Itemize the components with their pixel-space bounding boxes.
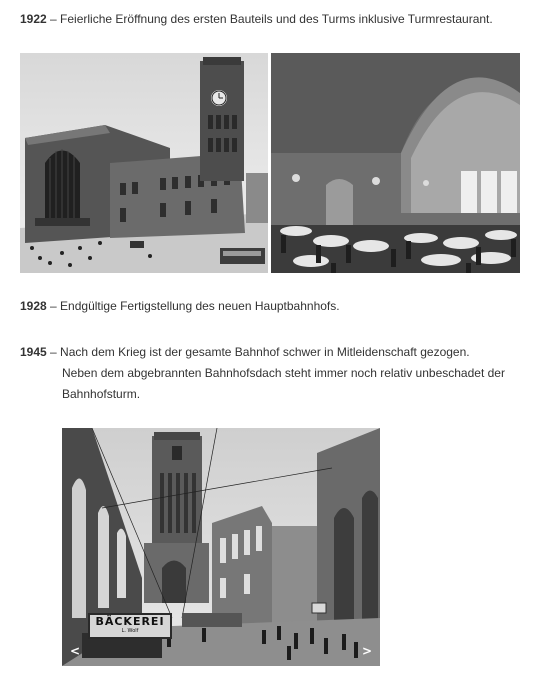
entry-year: 1928 <box>20 299 47 313</box>
sign-subtext: L. Wolf <box>121 628 139 634</box>
war-damage-slideshow <box>62 428 380 666</box>
previous-slide-button[interactable]: < <box>70 644 81 658</box>
entry-1945-continuation-1: Neben dem abgebrannten Bahnhofsdach steht immer noch relativ unbeschadet der <box>62 366 505 380</box>
entry-1928 <box>20 298 340 314</box>
entry-1922 <box>20 11 493 27</box>
baeckerei-sign <box>88 613 172 639</box>
entry-text: Endgültige Fertigstellung des neuen Hauptbahnhofs. <box>60 299 340 313</box>
entry-text: Feierliche Eröffnung des ersten Bauteils und des Turms inklusive Turmrestaurant. <box>60 12 493 26</box>
entry-separator: – <box>46 12 61 26</box>
next-slide-button[interactable]: > <box>361 644 372 658</box>
sign-text: BÄCKEREI <box>95 615 165 628</box>
entry-year: 1922 <box>20 12 47 26</box>
entry-year: 1945 <box>20 345 47 359</box>
station-exterior-photo <box>20 53 268 273</box>
entry-1945 <box>20 344 470 360</box>
entry-separator: – <box>46 299 61 313</box>
entry-1945-continuation-2: Bahnhofsturm. <box>62 387 141 401</box>
tower-restaurant-photo <box>271 53 520 273</box>
entry-separator: – <box>46 345 61 359</box>
entry-text: Nach dem Krieg ist der gesamte Bahnhof schwer in Mitleidenschaft gezogen. <box>60 345 470 359</box>
